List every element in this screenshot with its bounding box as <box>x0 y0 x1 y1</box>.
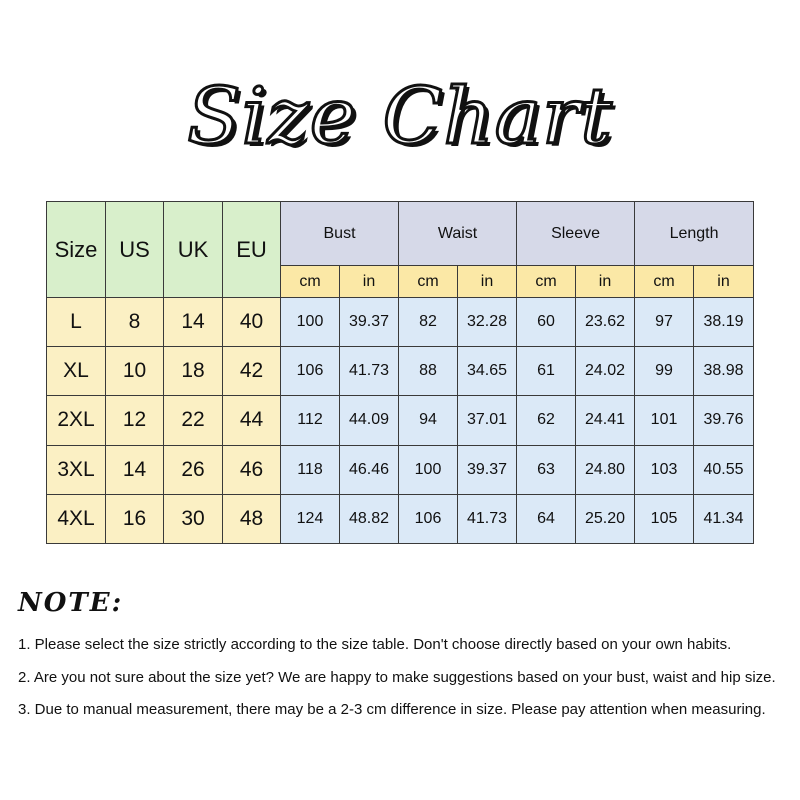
sleeve-cm-cell: 62 <box>517 396 576 445</box>
eu-cell: 40 <box>223 298 281 347</box>
eu-header: EU <box>223 202 281 298</box>
waist-in-cell: 34.65 <box>458 347 517 396</box>
waist-in-cell: 32.28 <box>458 298 517 347</box>
size-header: Size <box>47 202 106 298</box>
unit-header-in: in <box>340 266 399 298</box>
waist-in-cell: 37.01 <box>458 396 517 445</box>
us-header: US <box>106 202 164 298</box>
uk-cell: 18 <box>164 347 223 396</box>
unit-header-cm: cm <box>281 266 340 298</box>
length-in-cell: 40.55 <box>694 445 754 494</box>
length-in-cell: 39.76 <box>694 396 754 445</box>
us-cell: 8 <box>106 298 164 347</box>
bust-in-cell: 39.37 <box>340 298 399 347</box>
length-in-cell: 41.34 <box>694 494 754 543</box>
note-item: 1. Please select the size strictly according to the size table. Don't choose directly based on your own habits. <box>18 636 732 653</box>
waist-header: Waist <box>399 202 517 266</box>
us-cell: 16 <box>106 494 164 543</box>
length-cm-cell: 101 <box>635 396 694 445</box>
group-header-row <box>47 202 754 266</box>
sleeve-cm-cell: 60 <box>517 298 576 347</box>
sleeve-header: Sleeve <box>517 202 635 266</box>
bust-header: Bust <box>281 202 399 266</box>
waist-cm-cell: 106 <box>399 494 458 543</box>
unit-header-cm: cm <box>635 266 694 298</box>
sleeve-cm-cell: 64 <box>517 494 576 543</box>
bust-in-cell: 46.46 <box>340 445 399 494</box>
length-in-cell: 38.98 <box>694 347 754 396</box>
waist-cm-cell: 88 <box>399 347 458 396</box>
table-row <box>47 298 754 347</box>
sleeve-cm-cell: 63 <box>517 445 576 494</box>
size-cell: XL <box>47 347 106 396</box>
bust-cm-cell: 112 <box>281 396 340 445</box>
bust-cm-cell: 106 <box>281 347 340 396</box>
sleeve-in-cell: 23.62 <box>576 298 635 347</box>
us-cell: 14 <box>106 445 164 494</box>
size-cell: 2XL <box>47 396 106 445</box>
uk-header: UK <box>164 202 223 298</box>
length-cm-cell: 99 <box>635 347 694 396</box>
eu-cell: 42 <box>223 347 281 396</box>
uk-cell: 30 <box>164 494 223 543</box>
sleeve-in-cell: 24.80 <box>576 445 635 494</box>
table-row <box>47 347 754 396</box>
table-row <box>47 445 754 494</box>
waist-cm-cell: 100 <box>399 445 458 494</box>
note-title: NOTE: <box>18 588 124 618</box>
sleeve-in-cell: 24.41 <box>576 396 635 445</box>
eu-cell: 44 <box>223 396 281 445</box>
bust-in-cell: 44.09 <box>340 396 399 445</box>
length-cm-cell: 105 <box>635 494 694 543</box>
waist-cm-cell: 94 <box>399 396 458 445</box>
length-in-cell: 38.19 <box>694 298 754 347</box>
uk-cell: 14 <box>164 298 223 347</box>
length-cm-cell: 103 <box>635 445 694 494</box>
length-header: Length <box>635 202 754 266</box>
table-row <box>47 494 754 543</box>
waist-in-cell: 39.37 <box>458 445 517 494</box>
uk-cell: 26 <box>164 445 223 494</box>
length-cm-cell: 97 <box>635 298 694 347</box>
us-cell: 12 <box>106 396 164 445</box>
unit-header-cm: cm <box>399 266 458 298</box>
note-item: 3. Due to manual measurement, there may be a 2-3 cm difference in size. Please pay attention when measuring. <box>18 701 766 718</box>
note-item: 2. Are you not sure about the size yet? We are happy to make suggestions based on your bust, waist and hip size. <box>18 669 776 686</box>
unit-header-in: in <box>458 266 517 298</box>
size-table <box>46 201 754 544</box>
us-cell: 10 <box>106 347 164 396</box>
unit-header-in: in <box>576 266 635 298</box>
bust-in-cell: 41.73 <box>340 347 399 396</box>
size-cell: L <box>47 298 106 347</box>
unit-header-in: in <box>694 266 754 298</box>
eu-cell: 48 <box>223 494 281 543</box>
sleeve-in-cell: 24.02 <box>576 347 635 396</box>
bust-cm-cell: 124 <box>281 494 340 543</box>
size-cell: 3XL <box>47 445 106 494</box>
sleeve-cm-cell: 61 <box>517 347 576 396</box>
sleeve-in-cell: 25.20 <box>576 494 635 543</box>
bust-cm-cell: 118 <box>281 445 340 494</box>
unit-header-cm: cm <box>517 266 576 298</box>
eu-cell: 46 <box>223 445 281 494</box>
bust-cm-cell: 100 <box>281 298 340 347</box>
bust-in-cell: 48.82 <box>340 494 399 543</box>
table-row <box>47 396 754 445</box>
size-cell: 4XL <box>47 494 106 543</box>
waist-in-cell: 41.73 <box>458 494 517 543</box>
page-title: Size Chart <box>187 72 613 162</box>
uk-cell: 22 <box>164 396 223 445</box>
waist-cm-cell: 82 <box>399 298 458 347</box>
